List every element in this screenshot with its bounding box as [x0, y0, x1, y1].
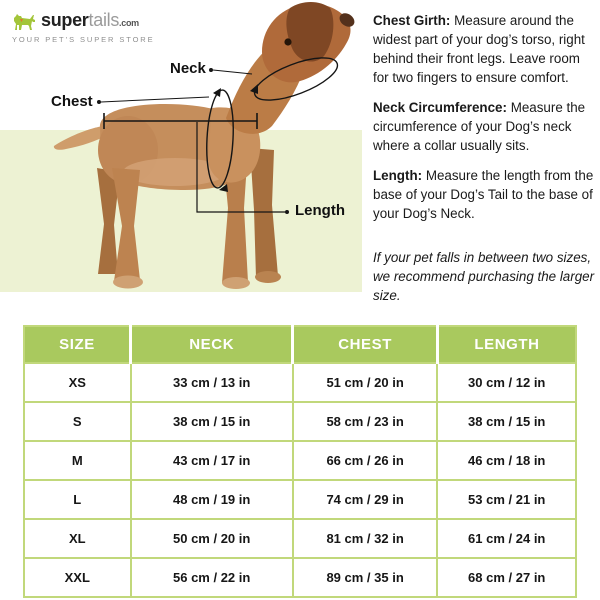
brand-tld: .com: [119, 18, 139, 28]
size-table-header-row: [24, 326, 576, 363]
size-cell: S: [24, 402, 131, 441]
chest-cell: 81 cm / 32 in: [293, 519, 438, 558]
length-term: Length:: [373, 168, 423, 183]
length-cell: 30 cm / 12 in: [437, 363, 576, 402]
neck-pointer-line: [213, 70, 252, 74]
dog-photo-illustration: [0, 0, 365, 310]
size-row-xs: [24, 363, 576, 402]
neck-circumference-term: Neck Circumference:: [373, 100, 507, 115]
size-row-m: [24, 441, 576, 480]
chest-cell: 74 cm / 29 in: [293, 480, 438, 519]
size-row-s: [24, 402, 576, 441]
chest-cell: 66 cm / 26 in: [293, 441, 438, 480]
chest-girth-instruction: Chest Girth: Measure around the widest part of your dog’s torso, right behind their front legs. Leave room for two fingers to ensure comfort.: [373, 13, 585, 85]
brand-tagline: YOUR PET’S SUPER STORE: [12, 35, 155, 44]
chest-cell: 51 cm / 20 in: [293, 363, 438, 402]
measuring-instructions: [373, 11, 595, 316]
size-row-xl: [24, 519, 576, 558]
length-cell: 46 cm / 18 in: [437, 441, 576, 480]
neck-cell: 33 cm / 13 in: [131, 363, 293, 402]
dog-eye: [284, 38, 291, 45]
size-cell: XXL: [24, 558, 131, 597]
length-cell: 53 cm / 21 in: [437, 480, 576, 519]
neck-cell: 43 cm / 17 in: [131, 441, 293, 480]
chest-cell: 58 cm / 23 in: [293, 402, 438, 441]
brand-tails: tails: [88, 10, 120, 30]
neck-label: Neck: [170, 60, 206, 77]
neck-cell: 56 cm / 22 in: [131, 558, 293, 597]
length-cell: 38 cm / 15 in: [437, 402, 576, 441]
sizing-note: If your pet falls in between two sizes, we recommend purchasing the larger size.: [373, 250, 595, 303]
header-chest: CHEST: [293, 326, 438, 363]
chest-label: Chest: [51, 93, 93, 110]
length-cell: 68 cm / 27 in: [437, 558, 576, 597]
chest-pointer-line: [101, 97, 209, 102]
size-row-xxl: [24, 558, 576, 597]
size-cell: XL: [24, 519, 131, 558]
supertails-dog-icon: [12, 13, 38, 32]
supertails-logo: [12, 10, 155, 44]
neck-cell: 50 cm / 20 in: [131, 519, 293, 558]
neck-circumference-instruction: Neck Circumference: Measure the circumference of your Dog’s neck where a collar usually sits.: [373, 100, 586, 153]
size-row-l: [24, 480, 576, 519]
brand-super: super: [41, 10, 89, 30]
length-label: Length: [295, 202, 345, 219]
header-length: LENGTH: [437, 326, 576, 363]
chest-cell: 89 cm / 35 in: [293, 558, 438, 597]
size-cell: L: [24, 480, 131, 519]
size-chart-table: [23, 325, 577, 598]
header-size: SIZE: [24, 326, 131, 363]
neck-cell: 48 cm / 19 in: [131, 480, 293, 519]
size-cell: XS: [24, 363, 131, 402]
length-cell: 61 cm / 24 in: [437, 519, 576, 558]
size-cell: M: [24, 441, 131, 480]
dog-measurement-diagram: [0, 0, 365, 310]
chest-girth-term: Chest Girth:: [373, 13, 451, 28]
length-instruction: Length: Measure the length from the base of your Dog’s Tail to the base of your Dog’s Neck.: [373, 168, 594, 221]
brand-wordmark: [41, 11, 139, 32]
neck-cell: 38 cm / 15 in: [131, 402, 293, 441]
header-neck: NECK: [131, 326, 293, 363]
